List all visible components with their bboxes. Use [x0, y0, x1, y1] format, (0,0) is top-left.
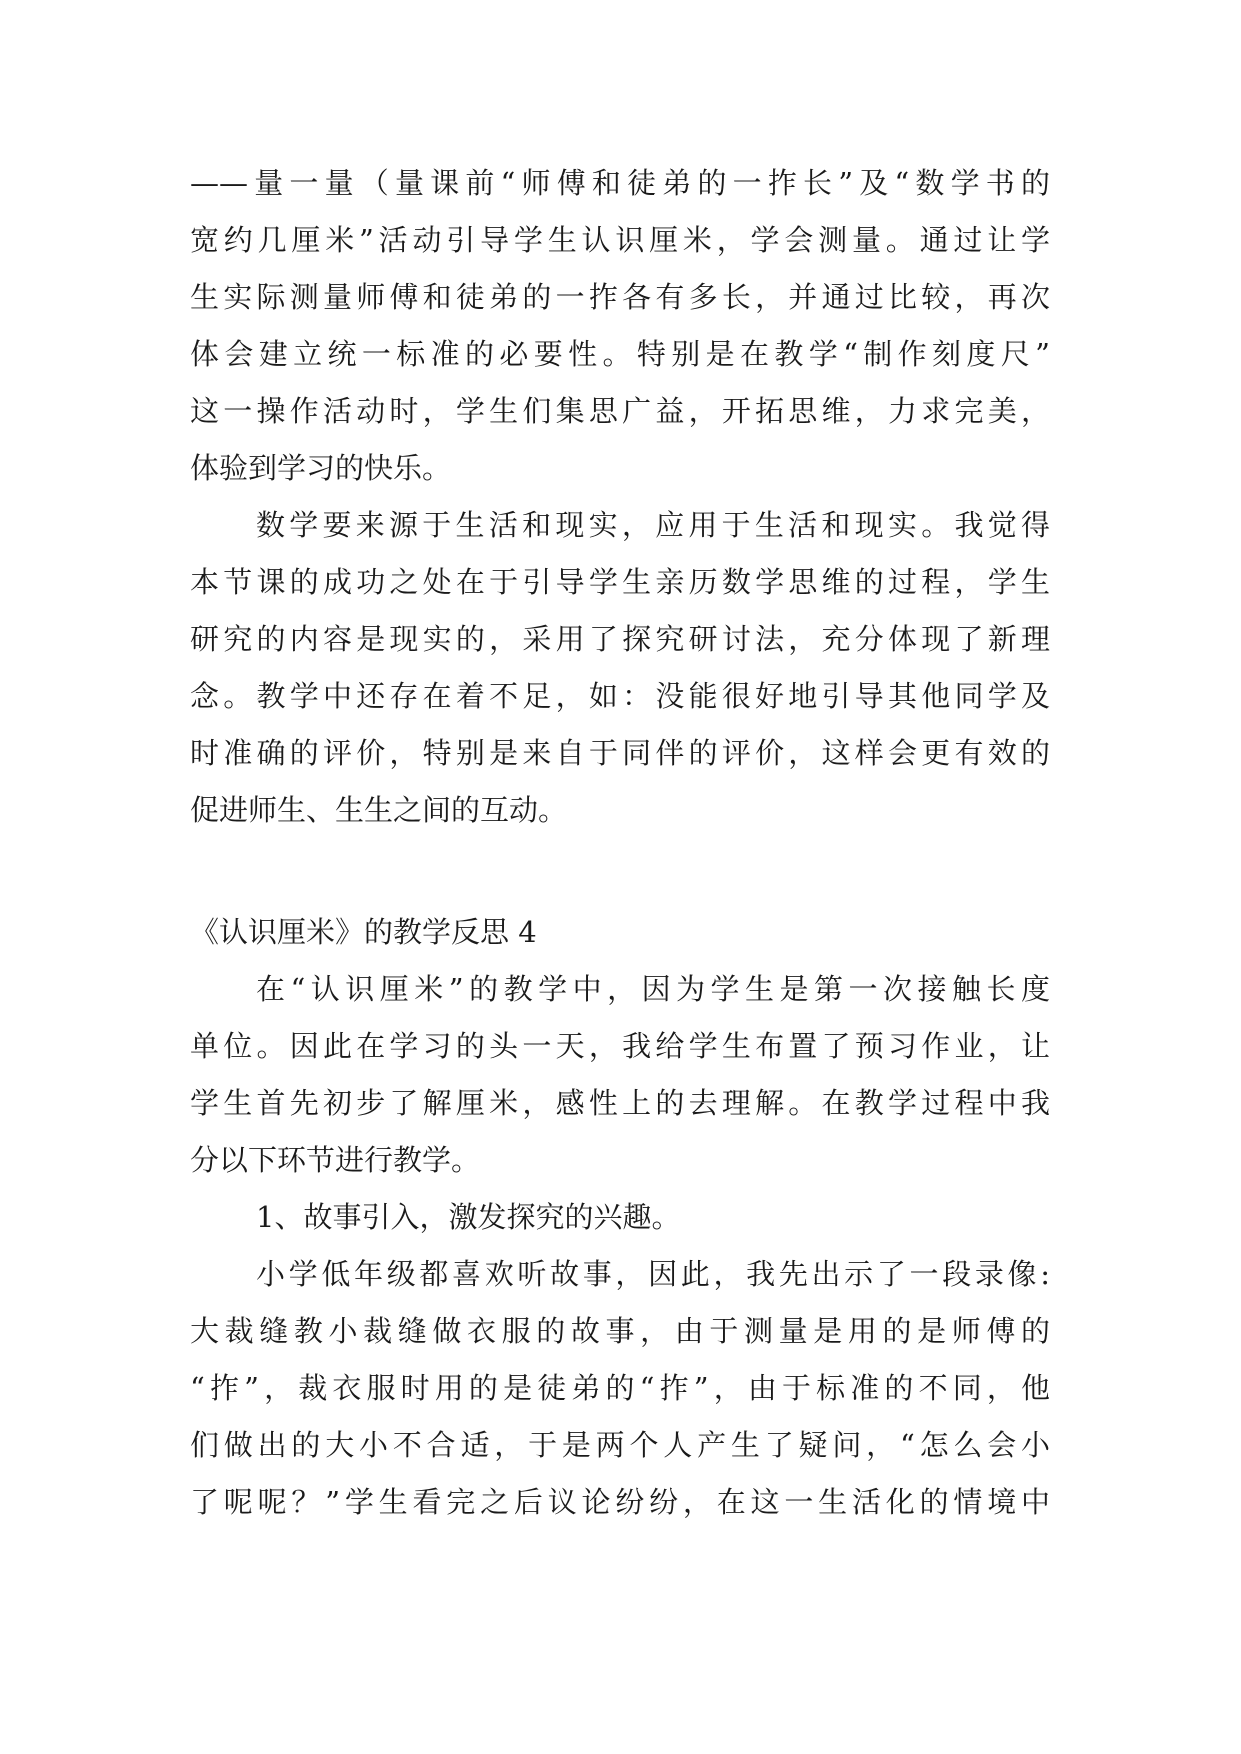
paragraph-line: “拃”，裁衣服时用的是徒弟的“拃”，由于标准的不同，他	[190, 1371, 1050, 1405]
paragraph-line: 了呢呢？”学生看完之后议论纷纷，在这一生活化的情境中	[190, 1485, 1050, 1519]
paragraph-line: 本节课的成功之处在于引导学生亲历数学思维的过程，学生	[190, 565, 1050, 599]
paragraph-line: 在“认识厘米”的教学中，因为学生是第一次接触长度	[256, 972, 1050, 1006]
paragraph-line: 这一操作活动时，学生们集思广益，开拓思维，力求完美，	[190, 394, 1050, 428]
paragraph-line: 数学要来源于生活和现实，应用于生活和现实。我觉得	[256, 508, 1050, 542]
paragraph-line: 单位。因此在学习的头一天，我给学生布置了预习作业，让	[190, 1029, 1050, 1063]
paragraph-line: 分以下环节进行教学。	[190, 1143, 481, 1177]
paragraph-line: 研究的内容是现实的，采用了探究研讨法，充分体现了新理	[190, 622, 1050, 656]
paragraph-line: 1、故事引入，激发探究的兴趣。	[256, 1200, 681, 1234]
paragraph-line: 念。教学中还存在着不足，如：没能很好地引导其他同学及	[190, 679, 1050, 713]
section-heading: 《认识厘米》的教学反思 4	[190, 915, 537, 949]
paragraph-line: 体会建立统一标准的必要性。特别是在教学“制作刻度尺”	[190, 337, 1050, 371]
paragraph-line: 体验到学习的快乐。	[190, 451, 452, 485]
paragraph-line: 们做出的大小不合适，于是两个人产生了疑问，“怎么会小	[190, 1428, 1050, 1462]
paragraph-line: 学生首先初步了解厘米，感性上的去理解。在教学过程中我	[190, 1086, 1050, 1120]
paragraph-line: 小学低年级都喜欢听故事，因此，我先出示了一段录像:	[256, 1257, 1050, 1291]
paragraph-line: 时准确的评价，特别是来自于同伴的评价，这样会更有效的	[190, 736, 1050, 770]
paragraph-line: 宽约几厘米”活动引导学生认识厘米，学会测量。通过让学	[190, 223, 1050, 257]
paragraph-line: 大裁缝教小裁缝做衣服的故事，由于测量是用的是师傅的	[190, 1314, 1050, 1348]
paragraph-line: 生实际测量师傅和徒弟的一拃各有多长，并通过比较，再次	[190, 280, 1050, 314]
paragraph-line: ——量一量（量课前“师傅和徒弟的一拃长”及“数学书的	[190, 166, 1050, 200]
paragraph-line: 促进师生、生生之间的互动。	[190, 793, 568, 827]
